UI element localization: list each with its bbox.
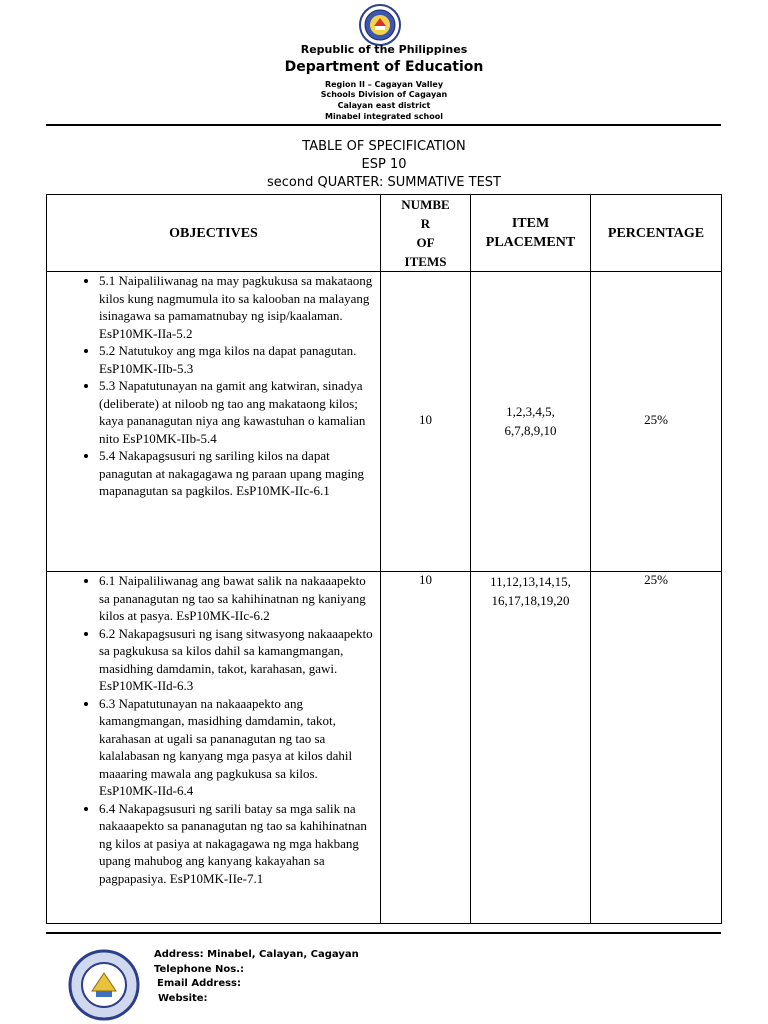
item-placement-header: ITEM PLACEMENT (471, 195, 591, 272)
telephone-text: Telephone Nos.: (154, 964, 245, 975)
number-of-items-header: NUMBE R OF ITEMS (381, 195, 471, 272)
objectives-header: OBJECTIVES (47, 195, 381, 272)
objectives-cell (47, 572, 381, 924)
division-label: Schools Division of Cagayan (320, 90, 448, 99)
website-text: Website: (158, 993, 208, 1004)
region-label: Region II – Cagayan Valley (324, 80, 444, 89)
footer-divider (46, 932, 721, 934)
number-of-items-cell: 10 (381, 572, 471, 924)
header-divider (46, 124, 721, 126)
district-label: Calayan east district (337, 101, 431, 110)
item-placement-cell: 1,2,3,4,5, 6,7,8,9,10 (471, 272, 591, 572)
list-item: • 6.1 Naipaliliwanag ang bawat salik na nakaaapekto sa pananagutan ng tao sa kahihinatnan ng kaniyang kilos at pasya. EsP10MK-IIc-6.2 (99, 572, 374, 625)
specification-table (46, 194, 722, 924)
school-logo-icon (56, 947, 152, 1024)
objectives-cell (47, 272, 381, 572)
list-item: • 5.2 Natutukoy ang mga kilos na dapat panagutan. EsP10MK-IIb-5.3 (99, 342, 374, 377)
deped-seal-icon (355, 4, 405, 46)
school-label: Minabel integrated school (325, 112, 443, 121)
item-placement-cell: 11,12,13,14,15, 16,17,18,19,20 (471, 572, 591, 924)
number-of-items-cell: 10 (381, 272, 471, 572)
list-item: • 5.3 Napatutunayan na gamit ang katwiran, sinadya (deliberate) at niloob ng tao ang makataong kilos; kaya pananagutan niya ang kawastuhan o kamalian nito EsP10MK-IIb-5.4 (99, 377, 374, 447)
address-text: Address: Minabel, Calayan, Cagayan (154, 949, 359, 960)
percentage-cell: 25% (591, 272, 722, 572)
list-item: • 6.3 Napatutunayan na nakaaapekto ang kamangmangan, masidhing damdamin, takot, karahasan at ugali sa pananagutan ng tao sa kalalabasan ng kanyang mga pasya at kilos dahil maaaring mawala ang pagkukusa sa kilos. EsP10MK-IId-6.4 (99, 695, 374, 800)
percentage-header: PERCENTAGE (591, 195, 722, 272)
department-heading: Department of Education (284, 59, 484, 75)
table-row (47, 572, 722, 924)
test-title: second QUARTER: SUMMATIVE TEST (267, 175, 501, 190)
list-item: • 5.1 Naipaliliwanag na may pagkukusa sa makataong kilos kung nagmumula ito sa kalooban na malayang isinagawa sa pamamatnubay ng isip/kaalaman. EsP10MK-IIa-5.2 (99, 272, 374, 342)
email-text: Email Address: (157, 978, 242, 989)
list-item: • 6.4 Nakapagsusuri ng sarili batay sa mga salik na nakaaapekto sa pananagutan ng tao sa kahihinatnan ng kilos at pasiya at nakagagawa ng mga hakbang upang mahubog ang kanyang kakayahan sa pagpapasiya. EsP10MK-IIe-7.1 (99, 800, 374, 888)
document-title: TABLE OF SPECIFICATION (302, 139, 466, 154)
table-row (47, 272, 722, 572)
list-item: • 5.4 Nakapagsusuri ng sariling kilos na dapat panagutan at nakagagawa ng paraan upang maging mapanagutan sa pagkilos. EsP10MK-IIc-6.1 (99, 447, 374, 500)
list-item: • 6.2 Nakapagsusuri ng isang sitwasyong nakaaapekto sa pagkukusa sa kilos dahil sa kamangmangan, masidhing damdamin, takot, karahasan, gawi. EsP10MK-IId-6.3 (99, 625, 374, 695)
subject-title: ESP 10 (361, 157, 407, 172)
percentage-cell: 25% (591, 572, 722, 924)
republic-heading: Republic of the Philippines (300, 43, 468, 56)
